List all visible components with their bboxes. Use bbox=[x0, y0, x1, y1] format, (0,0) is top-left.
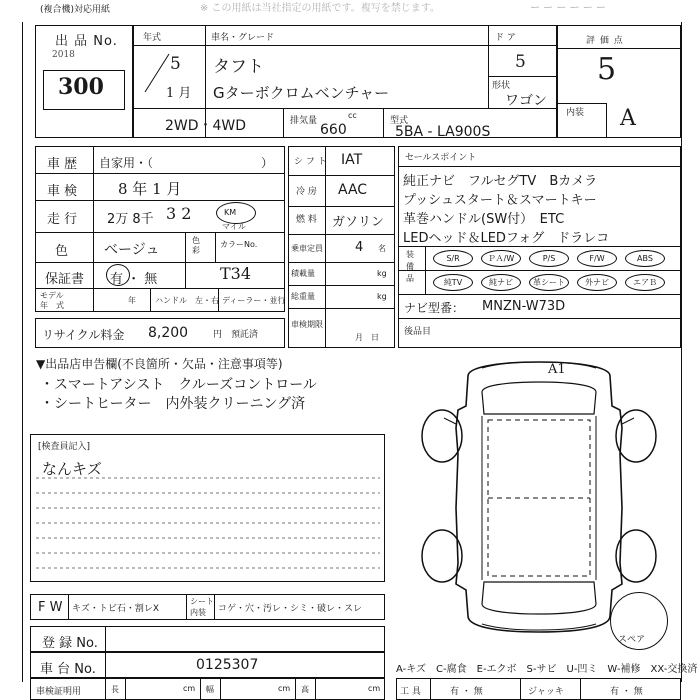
footer-cert-col-3 bbox=[206, 684, 214, 695]
fuel-value-text: ガソリン bbox=[332, 215, 385, 230]
displacement-value bbox=[320, 122, 347, 138]
footer-jack-value bbox=[610, 684, 643, 697]
door-value-text: 5 bbox=[515, 52, 526, 72]
rating-value bbox=[597, 52, 616, 87]
weight-label bbox=[291, 291, 315, 302]
equip-airbag[interactable] bbox=[625, 274, 665, 291]
row-history-label bbox=[47, 153, 77, 172]
month-value-text: 1 月 bbox=[166, 86, 192, 101]
shift-value bbox=[341, 152, 362, 168]
load-label-text: 積載量 bbox=[291, 269, 315, 278]
footer-chassis-value bbox=[196, 657, 258, 673]
equip-abs[interactable] bbox=[625, 250, 665, 267]
header-disp-sep1 bbox=[283, 108, 284, 138]
footer-reg-sep bbox=[105, 626, 106, 652]
ac-label bbox=[296, 184, 317, 197]
row-inspection-value-text: 8 年 1 月 bbox=[118, 180, 182, 198]
footer-cert-col-1-text: 長 bbox=[111, 685, 119, 694]
door-value bbox=[515, 52, 526, 72]
displacement-value-text: 660 bbox=[320, 122, 347, 138]
footer-cert-sep5 bbox=[295, 678, 296, 700]
shape-value-text: ワゴン bbox=[505, 93, 547, 109]
seats-unit-text: 名 bbox=[378, 244, 386, 253]
footer-cert-col-1 bbox=[111, 684, 119, 695]
footer-jack-value-text: 有 ・ 無 bbox=[610, 687, 643, 697]
row-history-value bbox=[99, 154, 273, 171]
footer-fw-sep bbox=[68, 594, 69, 620]
header-disp-sep2 bbox=[383, 108, 384, 138]
footer-cert-col-3-text: 幅 bbox=[206, 685, 214, 694]
load-label bbox=[291, 268, 315, 279]
mid-row-sep-5 bbox=[288, 285, 395, 286]
warranty-circle bbox=[106, 264, 130, 286]
footer-tools-value-text: 有 ・ 無 bbox=[450, 687, 483, 697]
model-value bbox=[395, 124, 490, 140]
equip-airbag-text: エアＢ bbox=[633, 278, 657, 287]
row-warranty-label-text: 保証書 bbox=[45, 272, 85, 287]
footer-cert-sep bbox=[105, 678, 106, 700]
drive-value bbox=[165, 115, 246, 135]
footer-jack-label-text: ジャッキ bbox=[528, 687, 564, 697]
diagram-mark-a1 bbox=[548, 362, 566, 377]
sales-point-line-4-text: LEDヘッド＆LEDフォグ ドラレコ bbox=[403, 231, 610, 246]
exhibit-year bbox=[52, 50, 75, 60]
sales-point-line-3 bbox=[403, 208, 564, 227]
footer-tools-sep1 bbox=[430, 678, 431, 700]
equip-leather-seat-text: 革シート bbox=[533, 278, 565, 287]
equip-tv-text: 純TV bbox=[443, 278, 463, 287]
model-label-text: 型式 bbox=[390, 116, 409, 126]
row-model-year-value bbox=[128, 295, 136, 306]
weight-unit-text: kg bbox=[377, 292, 387, 301]
year-value-text: 5 bbox=[170, 54, 181, 74]
accessories-label-text: 後品目 bbox=[404, 327, 432, 337]
footer-chassis-label bbox=[40, 658, 96, 677]
equip-ps[interactable] bbox=[529, 250, 569, 267]
displacement-label bbox=[290, 113, 317, 126]
frame-right-line bbox=[681, 22, 682, 682]
fuel-label bbox=[296, 212, 317, 225]
row-color-value bbox=[104, 239, 159, 259]
scan-noise-right-text: ー ー ー ー ー ー bbox=[530, 3, 606, 13]
inspector-title-text: [検査員記入] bbox=[38, 442, 91, 452]
footer-cert-sep2 bbox=[125, 678, 126, 700]
row-mileage-hand-text: 3 2 bbox=[166, 204, 192, 223]
inspector-hand-note-text: なんキズ bbox=[42, 460, 102, 478]
equip-navi[interactable] bbox=[481, 274, 521, 291]
nav-model-value bbox=[482, 299, 565, 314]
sales-points-title-text: セールスポイント bbox=[405, 153, 477, 163]
row-mileage-label-text: 走 行 bbox=[47, 212, 78, 227]
footer-cert-sep6 bbox=[315, 678, 316, 700]
row-mileage-value bbox=[107, 208, 154, 227]
sales-points-title-sep bbox=[398, 166, 681, 167]
footer-tools-label bbox=[400, 684, 421, 697]
frame-left-line bbox=[22, 22, 23, 682]
left-row-sep-3 bbox=[35, 232, 285, 233]
notes-line-2-text: ・シートヒーター 内外装クリーニング済 bbox=[40, 396, 306, 412]
inspector-title bbox=[38, 439, 90, 452]
seats-value-text: 4 bbox=[355, 240, 364, 255]
footer-damage-label bbox=[72, 601, 159, 614]
equip-sep-nav bbox=[398, 318, 681, 319]
nav-model-value-text: MNZN-W73D bbox=[482, 299, 566, 314]
row-handle-value-text: ハンドル 左・右 bbox=[155, 296, 219, 305]
notes-line-1 bbox=[40, 374, 317, 394]
sales-point-line-2-text: プッシュスタート＆スマートキー bbox=[403, 193, 597, 208]
row-history-value-text: 自家用・（ ） bbox=[99, 156, 274, 170]
car-name-value bbox=[213, 52, 264, 77]
door-label bbox=[495, 30, 516, 43]
fuel-value bbox=[332, 211, 384, 230]
paper-type-label bbox=[40, 2, 110, 15]
seats-unit bbox=[378, 243, 386, 254]
row-inspection-label-text: 車 検 bbox=[47, 184, 78, 199]
car-name-text: タフト bbox=[213, 57, 264, 77]
row-dealer-value bbox=[222, 295, 285, 306]
footer-reg-label bbox=[42, 632, 98, 651]
sales-point-line-1 bbox=[403, 170, 597, 189]
ac-value bbox=[338, 182, 367, 198]
equip-sep-bottom bbox=[398, 294, 681, 295]
nav-model-label-text: ナビ型番： bbox=[404, 301, 465, 315]
nav-model-label bbox=[404, 299, 464, 316]
footer-tools-sep3 bbox=[580, 678, 581, 700]
rating-value-text: 5 bbox=[597, 52, 617, 87]
left-color-sep-a bbox=[185, 232, 186, 288]
mid-row-sep-2 bbox=[288, 206, 395, 207]
ac-value-text: AAC bbox=[338, 182, 368, 198]
footer-tools-value bbox=[450, 684, 483, 697]
shape-value bbox=[505, 90, 547, 110]
equip-ext-navi[interactable] bbox=[577, 274, 617, 291]
year-label bbox=[143, 30, 161, 43]
footer-cert-sep4 bbox=[220, 678, 221, 700]
row-warranty-value-text: 有 ・ 無 bbox=[110, 272, 158, 287]
door-label-text: ド ア bbox=[495, 33, 516, 43]
footer-legend bbox=[396, 660, 697, 675]
weight-unit bbox=[377, 292, 387, 301]
sales-points-title bbox=[405, 150, 476, 163]
footer-cert-col-6-text: cm bbox=[368, 684, 381, 693]
footer-cert-label-text: 車検証明用 bbox=[36, 687, 82, 697]
left-row-sep-1 bbox=[35, 173, 285, 174]
year-slash bbox=[143, 50, 171, 94]
shift-label bbox=[294, 154, 327, 167]
weight-label-text: 総重量 bbox=[291, 292, 315, 301]
footer-damage-label-text: キズ・トビ石・割レX bbox=[72, 604, 159, 614]
grade-value bbox=[213, 82, 389, 103]
equip-ps-text: P/S bbox=[542, 254, 556, 263]
left-model-sep-a bbox=[150, 288, 151, 312]
exhibit-no-label-text: 出 品 No. bbox=[55, 34, 118, 49]
rating-label-text: 評 価 点 bbox=[586, 36, 624, 46]
sales-point-line-4 bbox=[403, 227, 609, 246]
load-unit-text: kg bbox=[377, 269, 387, 278]
grade-text: Gターボクロムベンチャー bbox=[213, 84, 390, 102]
footer-cert-col-2 bbox=[183, 684, 195, 693]
equip-fw-text: F/W bbox=[589, 254, 605, 263]
left-row-sep-2 bbox=[35, 200, 285, 201]
recycle-paid-text: 預託済 bbox=[231, 330, 259, 340]
rating-label-sep bbox=[557, 48, 681, 49]
inspector-rule-lines bbox=[36, 470, 380, 576]
mid-row-sep-1 bbox=[288, 175, 395, 176]
interior-label-text: 内装 bbox=[566, 108, 585, 118]
scan-noise-text: ※ この用紙は当社指定の用紙です。複写を禁じます。 bbox=[200, 3, 440, 13]
header-label-sep bbox=[133, 45, 557, 46]
recycle-unit bbox=[213, 327, 222, 340]
header-door-sep bbox=[488, 25, 489, 108]
displacement-label-text: 排気量 bbox=[290, 116, 318, 126]
footer-chassis-sep bbox=[105, 652, 106, 678]
notes-line-2 bbox=[40, 393, 305, 413]
exhibit-no-label bbox=[55, 30, 118, 49]
row-color-label bbox=[55, 240, 68, 259]
displacement-unit-text: cc bbox=[348, 111, 357, 120]
color-no-value bbox=[220, 264, 251, 283]
name-grade-label-text: 車名・グレード bbox=[211, 33, 275, 43]
equip-label: 装 備 品 bbox=[406, 250, 414, 283]
equip-leather-seat[interactable] bbox=[529, 274, 569, 291]
footer-cert-col-6 bbox=[368, 684, 380, 693]
row-warranty-label bbox=[45, 268, 84, 287]
year-label-text: 年式 bbox=[143, 33, 162, 43]
shift-value-text: IAT bbox=[341, 152, 363, 168]
footer-jack-label bbox=[528, 684, 564, 697]
recycle-value bbox=[148, 325, 188, 341]
notes-title-text: ▼出品店申告欄(不良箇所・欠品・注意事項等) bbox=[36, 357, 283, 371]
left-row-sep-5 bbox=[35, 288, 285, 289]
color-no-label bbox=[220, 239, 257, 250]
model-value-text: 5BA - LA900S bbox=[395, 124, 491, 140]
footer-seat-sep bbox=[214, 594, 215, 620]
row-inspection-label bbox=[47, 180, 77, 199]
scan-noise-topright bbox=[530, 0, 700, 13]
equip-paw-text: ＰＡ/W bbox=[487, 254, 515, 263]
row-inspection-value bbox=[118, 178, 181, 199]
mid-row-sep-3 bbox=[288, 234, 395, 235]
equip-sr[interactable] bbox=[433, 250, 473, 267]
year-value bbox=[170, 54, 181, 74]
footer-fw-label bbox=[38, 600, 62, 615]
color-no-label-text: カラーNo. bbox=[220, 240, 258, 249]
recycle-label bbox=[42, 326, 124, 343]
footer-cert-sep3 bbox=[200, 678, 201, 700]
equip-abs-text: ABS bbox=[637, 254, 653, 263]
row-dealer-value-text: ディーラー・並行 bbox=[222, 296, 286, 305]
spare-label-text: スペア bbox=[618, 635, 646, 645]
equip-navi-text: 純ナビ bbox=[489, 278, 513, 287]
footer-cert-label bbox=[36, 684, 81, 697]
equip-paw[interactable] bbox=[481, 250, 521, 267]
row-mileage-km-text: KM bbox=[224, 208, 237, 217]
seats-label-text: 乗車定員 bbox=[291, 244, 323, 253]
notes-title bbox=[36, 355, 283, 372]
row-mileage-km-circle bbox=[216, 202, 256, 224]
ac-label-text: 冷 房 bbox=[296, 187, 317, 197]
row-model-year-value-text: 年 bbox=[128, 296, 136, 305]
equip-label-sep bbox=[425, 246, 426, 294]
mid-row-sep-6 bbox=[288, 308, 395, 309]
footer-chassis-value-text: 0125307 bbox=[196, 657, 259, 673]
shift-label-text: シ フ ト bbox=[294, 157, 327, 167]
footer-cert-col-2-text: cm bbox=[183, 684, 196, 693]
spare-label bbox=[618, 632, 645, 645]
mid-table-label-sep bbox=[325, 146, 326, 348]
sales-point-line-1-text: 純正ナビ フルセグTV Bカメラ bbox=[403, 174, 598, 189]
footer-cert-col-5-text: 高 bbox=[301, 685, 309, 694]
exhibit-no-value-text: 300 bbox=[58, 74, 104, 100]
footer-chassis-label-text: 車 台 No. bbox=[40, 662, 96, 677]
drive-text: 2WD・4WD bbox=[165, 118, 247, 134]
footer-reg-label-text: 登 録 No. bbox=[42, 636, 98, 651]
row-mileage-mile-text: マイル bbox=[222, 222, 246, 231]
shape-label-text: 形状 bbox=[492, 81, 511, 91]
footer-cert-col-4-text: cm bbox=[278, 684, 291, 693]
footer-seat-value-text: コゲ・穴・汚レ・シミ・破レ・スレ bbox=[218, 604, 363, 614]
row-history-label-text: 車 歴 bbox=[47, 157, 78, 172]
equip-ext-navi-text: 外ナビ bbox=[585, 278, 609, 287]
footer-tools-label-text: 工 具 bbox=[400, 687, 421, 697]
expiry-unit-text: 月 日 bbox=[355, 333, 379, 342]
interior-value bbox=[620, 106, 636, 131]
recycle-value-text: 8,200 bbox=[148, 325, 189, 341]
expiry-unit bbox=[355, 332, 379, 343]
footer-cert-col-5 bbox=[301, 684, 309, 695]
expiry-label-text: 車検期限 bbox=[291, 320, 323, 329]
equip-sr-text: S/R bbox=[446, 254, 460, 263]
recycle-label-text: リサイクル料金 bbox=[42, 328, 125, 342]
fuel-label-text: 燃 料 bbox=[296, 215, 317, 225]
footer-legend-text: A-キズ C-腐食 E-エクボ S-サビ U-凹ミ W-補修 XX-交換済 bbox=[396, 664, 698, 675]
header-bottom-sep bbox=[133, 108, 557, 109]
equip-sep-top bbox=[398, 246, 681, 247]
seats-label bbox=[291, 243, 323, 254]
footer-damage-sep bbox=[186, 594, 187, 620]
accessories-label bbox=[404, 324, 431, 337]
recycle-unit-text: 円 bbox=[213, 330, 223, 340]
row-model-year-label: モデル 年 式 bbox=[40, 291, 64, 310]
row-handle-value bbox=[155, 295, 219, 306]
exhibit-no-value bbox=[58, 74, 104, 100]
left-color-sep-b bbox=[215, 232, 216, 262]
footer-seat-label: シート 内装 bbox=[190, 597, 214, 617]
equip-sep-mid bbox=[398, 270, 681, 271]
equip-fw[interactable] bbox=[577, 250, 617, 267]
notes-line-1-text: ・スマートアシスト クルーズコントロール bbox=[40, 377, 317, 393]
row-mileage-value-text: 2万 8千 bbox=[107, 212, 154, 227]
row-color-label-text: 色 bbox=[55, 244, 69, 259]
exhibit-year-text: 2018 bbox=[52, 50, 75, 60]
footer-fw-label-text: F W bbox=[38, 600, 63, 615]
interior-value-text: A bbox=[620, 106, 636, 131]
row-mileage-label bbox=[47, 208, 77, 227]
displacement-unit bbox=[348, 111, 357, 120]
row-color-value-text: ベージュ bbox=[104, 242, 160, 258]
color-no-value-text: T34 bbox=[220, 264, 252, 283]
footer-cert-col-4 bbox=[278, 684, 290, 693]
load-unit bbox=[377, 269, 387, 278]
footer-seat-value bbox=[218, 601, 362, 614]
recycle-paid bbox=[231, 327, 258, 340]
row-mileage-hand bbox=[166, 204, 191, 223]
footer-tools-sep2 bbox=[520, 678, 521, 700]
paper-type-text: (複合機)対応用紙 bbox=[40, 5, 111, 15]
header-door-shape-sep bbox=[488, 76, 557, 77]
diagram-mark-a1-text: A1 bbox=[548, 362, 566, 377]
left-row-sep-4 bbox=[35, 262, 285, 263]
equip-tv[interactable] bbox=[433, 274, 473, 291]
sales-point-line-3-text: 革巻ハンドル(SW付） ETC bbox=[403, 212, 565, 227]
name-grade-label bbox=[211, 30, 274, 43]
row-color-sub-label: 色 彩 bbox=[192, 236, 200, 255]
interior-label bbox=[566, 108, 584, 119]
seats-value bbox=[355, 240, 363, 255]
expiry-label bbox=[291, 319, 323, 330]
sales-point-line-2 bbox=[403, 189, 597, 208]
mid-row-sep-4 bbox=[288, 262, 395, 263]
